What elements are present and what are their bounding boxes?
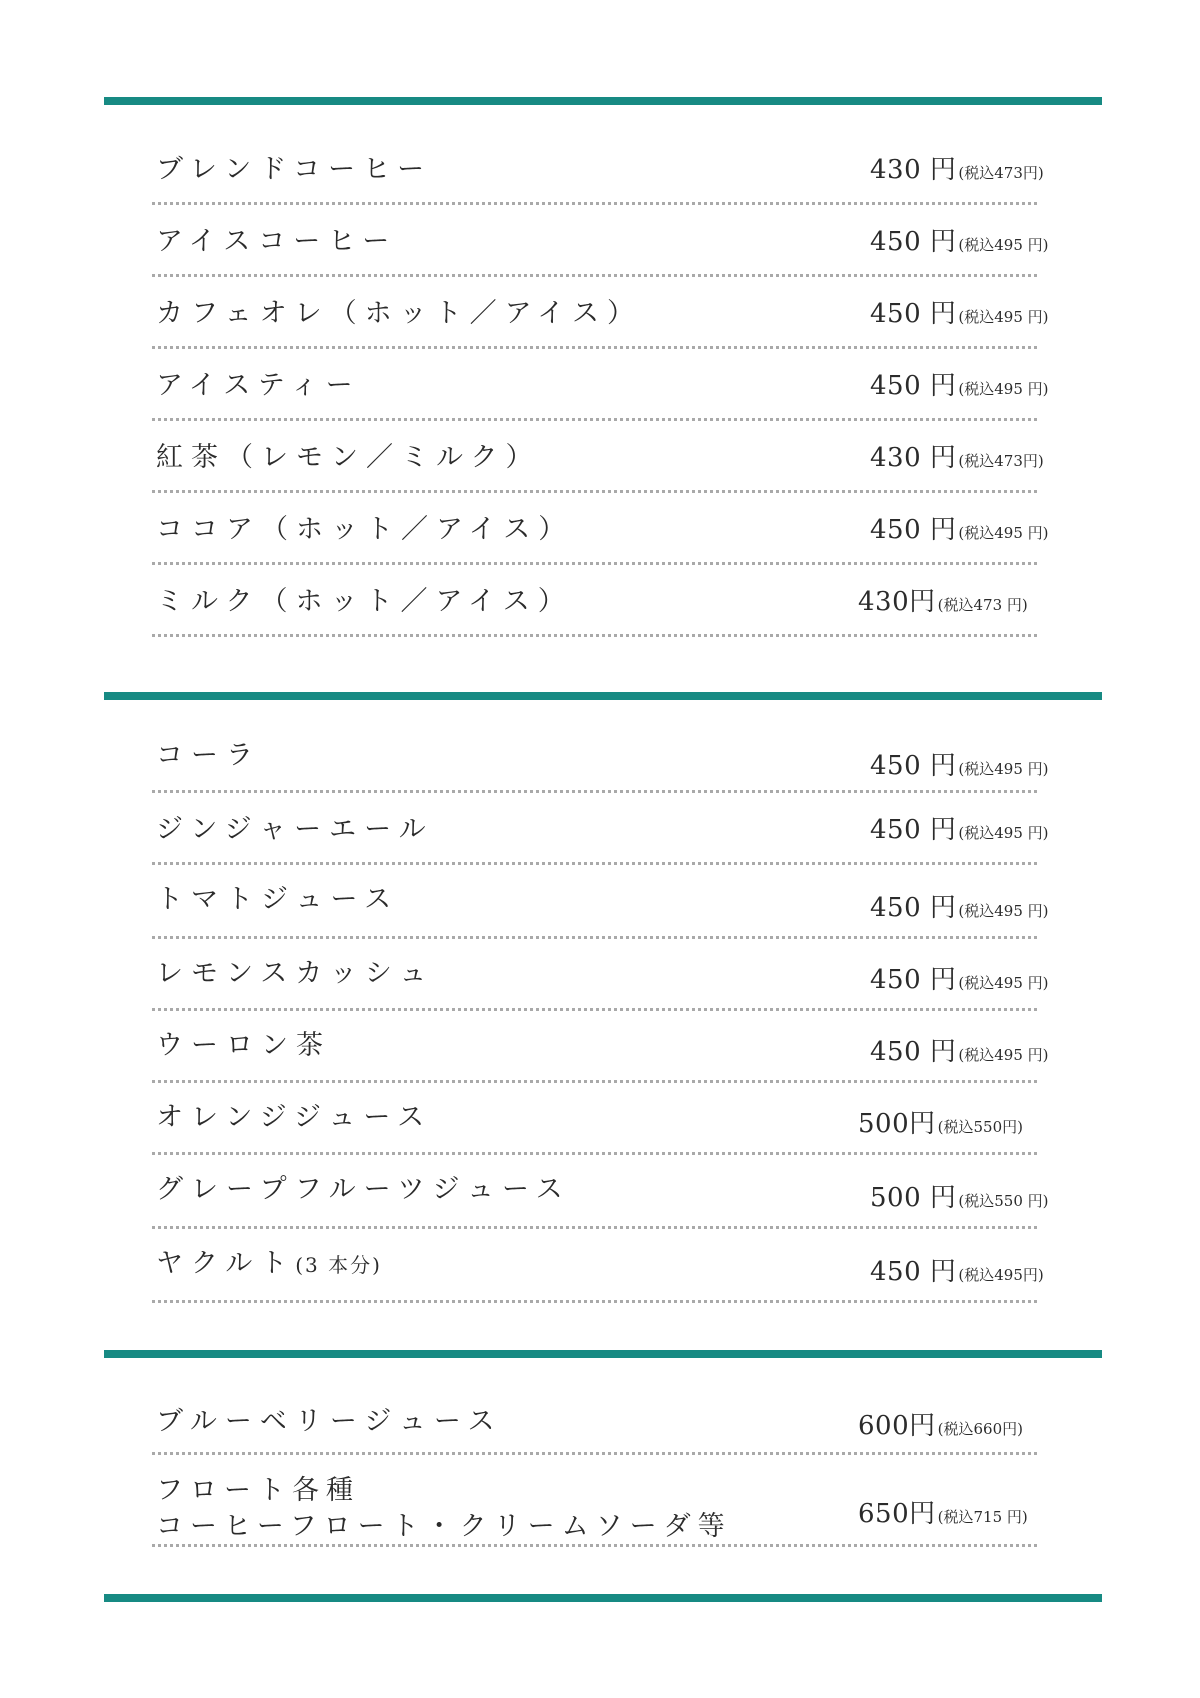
item-name: ウーロン茶 xyxy=(156,1030,331,1061)
item-name: グレープフルーツジュース xyxy=(156,1174,571,1205)
section-divider-top xyxy=(104,97,1102,105)
menu-item xyxy=(152,145,1044,205)
item-name: トマトジュース xyxy=(156,884,400,915)
menu-item xyxy=(152,738,1049,793)
item-price-block xyxy=(870,225,1049,262)
section-divider-3 xyxy=(104,1350,1102,1358)
item-price: 450 円 xyxy=(870,1037,957,1067)
item-price-block xyxy=(870,1181,1049,1218)
menu-item xyxy=(152,1167,1049,1229)
item-price-block xyxy=(870,891,1049,928)
item-name-note: (3 本分) xyxy=(295,1253,382,1277)
item-name: カフェオレ（ホット／アイス） xyxy=(156,298,642,329)
item-price: 430 円 xyxy=(870,155,957,185)
item-price: 430円 xyxy=(858,587,936,617)
item-price-block xyxy=(870,813,1049,850)
item-price-block xyxy=(870,513,1049,550)
item-price-block xyxy=(870,1035,1049,1072)
menu-item xyxy=(152,1397,1037,1455)
item-name: ミルク（ホット／アイス） xyxy=(156,586,573,617)
item-name: アイスコーヒー xyxy=(156,226,398,257)
item-name: コーラ xyxy=(156,740,261,771)
item-price: 500 円 xyxy=(870,1183,957,1213)
menu-item xyxy=(152,1467,1037,1547)
item-price-tax: (税込495 円) xyxy=(958,308,1049,326)
item-price-tax: (税込495円) xyxy=(958,1266,1044,1284)
item-price-tax: (税込495 円) xyxy=(958,524,1049,542)
item-name: アイスティー xyxy=(156,370,361,401)
item-name: ブレンドコーヒー xyxy=(156,154,433,185)
item-price-tax: (税込473円) xyxy=(958,452,1044,470)
item-name: ブルーベリージュース xyxy=(156,1406,503,1437)
item-price: 450 円 xyxy=(870,965,957,995)
item-price: 430 円 xyxy=(870,443,957,473)
menu-item xyxy=(152,1023,1049,1083)
item-price-block xyxy=(858,1107,1023,1144)
menu-item xyxy=(152,951,1049,1011)
section-divider-2 xyxy=(104,692,1102,700)
item-price-block xyxy=(870,369,1049,406)
item-price: 650円 xyxy=(858,1499,936,1529)
item-price-block xyxy=(870,297,1049,334)
item-price: 450 円 xyxy=(870,371,957,401)
item-name-detail: コーヒーフロート・クリームソーダ等 xyxy=(156,1511,732,1542)
item-name: オレンジジュース xyxy=(156,1102,433,1133)
item-price: 450 円 xyxy=(870,751,957,781)
item-price-tax: (税込495 円) xyxy=(958,380,1049,398)
item-price-tax: (税込550 円) xyxy=(958,1192,1049,1210)
menu-item xyxy=(152,877,1049,939)
item-price-block xyxy=(870,441,1044,478)
item-price: 450 円 xyxy=(870,815,957,845)
item-price-block xyxy=(858,585,1028,622)
item-price-tax: (税込495 円) xyxy=(958,824,1049,842)
item-price-tax: (税込495 円) xyxy=(958,1046,1049,1064)
section-divider-bottom xyxy=(104,1594,1102,1602)
item-price-tax: (税込495 円) xyxy=(958,902,1049,920)
item-price: 450 円 xyxy=(870,299,957,329)
item-price-tax: (税込715 円) xyxy=(937,1508,1028,1526)
menu-item xyxy=(152,805,1049,865)
item-name: ヤクルト xyxy=(156,1248,296,1279)
item-price: 450 円 xyxy=(870,227,957,257)
item-name: フロート各種 xyxy=(156,1475,360,1506)
item-name: 紅茶（レモン／ミルク） xyxy=(156,442,541,473)
item-name: ジンジャーエール xyxy=(156,814,434,845)
item-name: ココア（ホット／アイス） xyxy=(156,514,574,545)
item-price: 450 円 xyxy=(870,1257,957,1287)
menu-item xyxy=(152,505,1049,565)
item-price-block xyxy=(870,1255,1044,1292)
item-price-tax: (税込495 円) xyxy=(958,974,1049,992)
menu-item xyxy=(152,217,1049,277)
item-price-block xyxy=(870,963,1049,1000)
item-price-tax: (税込495 円) xyxy=(958,760,1049,778)
menu-item xyxy=(152,433,1044,493)
item-price-block xyxy=(870,749,1049,786)
item-name-block xyxy=(156,1247,382,1282)
item-price-tax: (税込473円) xyxy=(958,164,1044,182)
item-price-block xyxy=(858,1409,1023,1446)
item-price: 600円 xyxy=(858,1411,936,1441)
item-price-tax: (税込550円) xyxy=(937,1118,1023,1136)
item-price-block xyxy=(870,153,1044,190)
item-price-block xyxy=(858,1497,1028,1534)
item-price-tax: (税込495 円) xyxy=(958,236,1049,254)
item-price: 450 円 xyxy=(870,515,957,545)
item-name-block xyxy=(156,1473,732,1545)
menu-item xyxy=(152,1241,1044,1303)
item-price: 500円 xyxy=(858,1109,936,1139)
menu-item xyxy=(152,577,1037,637)
menu-item xyxy=(152,361,1049,421)
item-price-tax: (税込473 円) xyxy=(937,596,1028,614)
item-name: レモンスカッシュ xyxy=(156,958,435,989)
item-price: 450 円 xyxy=(870,893,957,923)
menu-item xyxy=(152,1095,1037,1155)
item-price-tax: (税込660円) xyxy=(937,1420,1023,1438)
menu-item xyxy=(152,289,1049,349)
